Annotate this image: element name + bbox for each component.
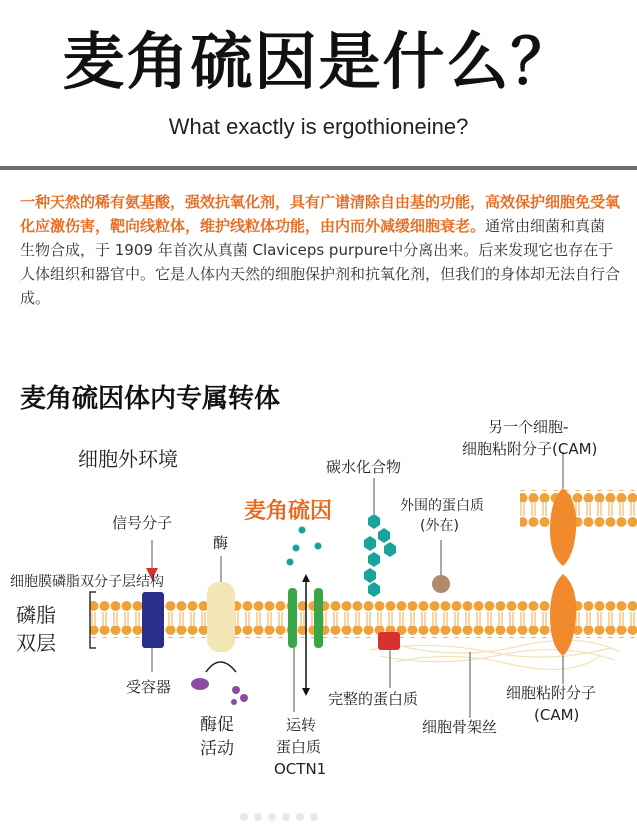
label-bilayer: 双层 bbox=[16, 631, 56, 655]
page-subtitle: What exactly is ergothioneine? bbox=[168, 114, 469, 139]
page-dot[interactable] bbox=[240, 813, 248, 821]
label-transporter-protein: 蛋白质 bbox=[276, 738, 322, 756]
label-signal-molecule: 信号分子 bbox=[112, 514, 173, 532]
label-transporter: 运转 bbox=[286, 716, 317, 734]
membrane-diagram bbox=[0, 420, 637, 805]
label-carbohydrate: 碳水化合物 bbox=[326, 458, 402, 476]
enzyme-arrow bbox=[206, 662, 236, 672]
page-dot[interactable] bbox=[282, 813, 290, 821]
label-cam-sub: (CAM) bbox=[534, 706, 580, 724]
label-transporter-octn1: OCTN1 bbox=[274, 760, 327, 778]
cam-lower bbox=[550, 574, 576, 656]
section-title: 麦角硫因体内专属转体 bbox=[20, 384, 281, 414]
label-bilayer-structure: 细胞膜磷脂双分子层结构 bbox=[10, 574, 164, 590]
carbohydrate-chain bbox=[364, 514, 396, 597]
header bbox=[0, 0, 637, 170]
label-extracellular: 细胞外环境 bbox=[78, 447, 178, 471]
pagination-dots bbox=[240, 806, 324, 816]
page-dot[interactable] bbox=[310, 813, 318, 821]
page-dot[interactable] bbox=[254, 813, 262, 821]
label-other-cell-cam: 细胞粘附分子(CAM) bbox=[462, 440, 598, 458]
intro-body: 通常由细菌和真菌生物合成，于 1909 年首次从真菌 Claviceps purpure中分离出来。后来发现它也存在于人体组织和器官中。它是人体内天然的细胞保护剂和抗氧化剂，但我们的身体却无法自行合成。 bbox=[20, 217, 621, 307]
transporter-left bbox=[288, 588, 297, 648]
label-cam: 细胞粘附分子 bbox=[506, 684, 597, 702]
label-peripheral-protein: 外围的蛋白质 bbox=[400, 498, 484, 514]
label-phospholipid: 磷脂 bbox=[16, 603, 56, 627]
peripheral-protein bbox=[432, 575, 450, 593]
page-dot[interactable] bbox=[268, 813, 276, 821]
label-enzyme-activity: 酶促 bbox=[200, 715, 234, 735]
page-dot[interactable] bbox=[296, 813, 304, 821]
other-cell-membrane bbox=[520, 490, 637, 528]
label-peripheral-protein-sub: (外在) bbox=[420, 518, 459, 534]
intro-paragraph bbox=[20, 190, 620, 310]
divider bbox=[0, 166, 637, 170]
transporter-right bbox=[314, 588, 323, 648]
label-receptor: 受容器 bbox=[126, 678, 172, 696]
intro-highlight: 一种天然的稀有氨基酸，强效抗氧化剂，具有广谱清除自由基的功能，高效保护细胞免受氧化应激伤害，靶向线粒体，维护线粒体功能，由内而外减缓细胞衰老。 bbox=[20, 193, 621, 235]
label-enzyme: 酶 bbox=[213, 534, 229, 552]
enzyme-protein bbox=[207, 582, 235, 652]
cytoskeleton-filaments bbox=[370, 640, 620, 669]
label-other-cell: 另一个细胞- bbox=[488, 420, 569, 436]
substrate bbox=[191, 678, 209, 690]
label-enzyme-activity-2: 活动 bbox=[200, 739, 234, 759]
label-integral-protein: 完整的蛋白质 bbox=[328, 690, 419, 708]
label-cytoskeleton: 细胞骨架丝 bbox=[422, 718, 498, 736]
integral-protein bbox=[378, 632, 400, 650]
page-title: 麦角硫因是什么？ bbox=[62, 25, 575, 98]
label-ergothioneine: 麦角硫因 bbox=[244, 499, 333, 524]
receptor-protein bbox=[142, 592, 164, 648]
